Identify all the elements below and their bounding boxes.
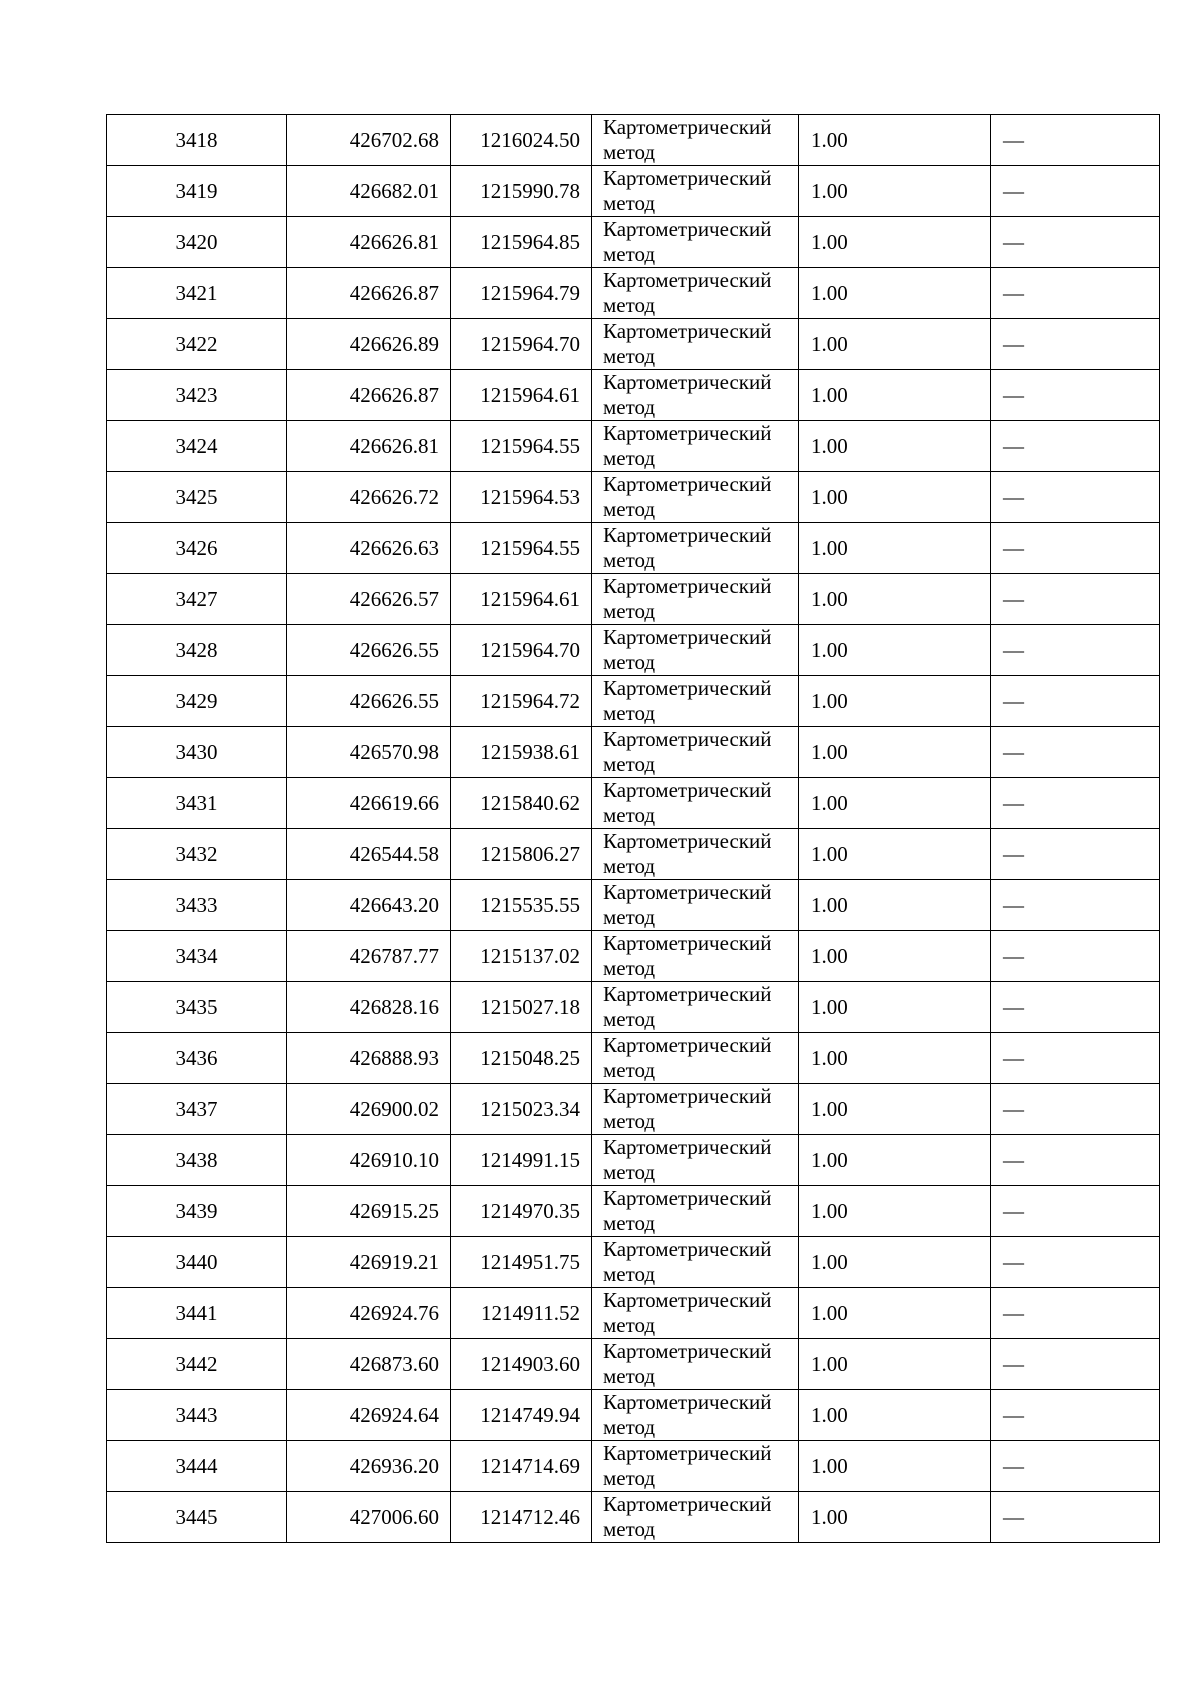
table-row: [107, 1492, 1160, 1543]
accuracy-cell: 1.00: [799, 982, 991, 1033]
method-cell: [592, 1237, 799, 1288]
method-cell: [592, 523, 799, 574]
method-line-1: Картометрический: [603, 931, 772, 955]
point-number-cell: 3436: [107, 1033, 287, 1084]
coordinate-y-cell: 1214714.69: [451, 1441, 592, 1492]
description-cell: —: [991, 1033, 1160, 1084]
method-line-1: Картометрический: [603, 217, 772, 241]
method-line-2: метод: [603, 1262, 656, 1286]
method-cell: [592, 115, 799, 166]
method-cell: [592, 727, 799, 778]
point-number-cell: 3432: [107, 829, 287, 880]
accuracy-cell: 1.00: [799, 115, 991, 166]
coordinate-x-cell: 426626.55: [287, 676, 451, 727]
method-line-2: метод: [603, 1517, 656, 1541]
coordinate-x-cell: 427006.60: [287, 1492, 451, 1543]
table-row: [107, 778, 1160, 829]
coordinate-x-cell: 426924.76: [287, 1288, 451, 1339]
method-cell: [592, 1084, 799, 1135]
coordinate-x-cell: 426626.87: [287, 268, 451, 319]
method-line-1: Картометрический: [603, 829, 772, 853]
table-row: [107, 319, 1160, 370]
coordinate-x-cell: 426626.72: [287, 472, 451, 523]
method-line-2: метод: [603, 1415, 656, 1439]
method-line-1: Картометрический: [603, 574, 772, 598]
accuracy-cell: 1.00: [799, 1492, 991, 1543]
method-line-2: метод: [603, 293, 656, 317]
coordinate-y-cell: 1215027.18: [451, 982, 592, 1033]
point-number-cell: 3433: [107, 880, 287, 931]
coordinate-y-cell: 1214712.46: [451, 1492, 592, 1543]
coordinate-x-cell: 426619.66: [287, 778, 451, 829]
coordinate-x-cell: 426626.89: [287, 319, 451, 370]
table-row: [107, 727, 1160, 778]
description-cell: —: [991, 217, 1160, 268]
coordinate-y-cell: 1215964.72: [451, 676, 592, 727]
method-cell: [592, 1339, 799, 1390]
coordinate-y-cell: 1215840.62: [451, 778, 592, 829]
method-cell: [592, 268, 799, 319]
coordinate-x-cell: 426626.57: [287, 574, 451, 625]
point-number-cell: 3422: [107, 319, 287, 370]
coordinate-y-cell: 1215964.70: [451, 319, 592, 370]
method-line-2: метод: [603, 1058, 656, 1082]
method-line-1: Картометрический: [603, 421, 772, 445]
method-line-1: Картометрический: [603, 115, 772, 139]
accuracy-cell: 1.00: [799, 1339, 991, 1390]
coordinate-y-cell: 1215137.02: [451, 931, 592, 982]
method-line-1: Картометрический: [603, 880, 772, 904]
method-line-1: Картометрический: [603, 1390, 772, 1414]
table-row: [107, 166, 1160, 217]
method-line-2: метод: [603, 956, 656, 980]
description-cell: —: [991, 268, 1160, 319]
method-line-1: Картометрический: [603, 268, 772, 292]
method-line-1: Картометрический: [603, 1237, 772, 1261]
point-number-cell: 3425: [107, 472, 287, 523]
method-line-2: метод: [603, 854, 656, 878]
coordinate-x-cell: 426924.64: [287, 1390, 451, 1441]
table-row: [107, 421, 1160, 472]
coordinate-y-cell: 1214991.15: [451, 1135, 592, 1186]
accuracy-cell: 1.00: [799, 523, 991, 574]
table-row: [107, 931, 1160, 982]
method-cell: [592, 166, 799, 217]
method-line-2: метод: [603, 548, 656, 572]
method-line-2: метод: [603, 1466, 656, 1490]
coordinate-y-cell: 1215806.27: [451, 829, 592, 880]
table-row: [107, 1135, 1160, 1186]
method-line-2: метод: [603, 497, 656, 521]
coordinate-x-cell: 426702.68: [287, 115, 451, 166]
description-cell: —: [991, 421, 1160, 472]
point-number-cell: 3421: [107, 268, 287, 319]
method-cell: [592, 1135, 799, 1186]
table-row: [107, 1186, 1160, 1237]
coordinate-y-cell: 1215023.34: [451, 1084, 592, 1135]
accuracy-cell: 1.00: [799, 778, 991, 829]
table-row: [107, 1084, 1160, 1135]
coordinate-y-cell: 1216024.50: [451, 115, 592, 166]
description-cell: —: [991, 1135, 1160, 1186]
coordinate-x-cell: 426626.81: [287, 217, 451, 268]
coordinate-x-cell: 426626.81: [287, 421, 451, 472]
method-line-2: метод: [603, 1364, 656, 1388]
point-number-cell: 3431: [107, 778, 287, 829]
coordinate-y-cell: 1215964.53: [451, 472, 592, 523]
table-row: [107, 115, 1160, 166]
table-row: [107, 523, 1160, 574]
point-number-cell: 3418: [107, 115, 287, 166]
method-cell: [592, 880, 799, 931]
description-cell: —: [991, 319, 1160, 370]
method-line-1: Картометрический: [603, 1492, 772, 1516]
method-cell: [592, 370, 799, 421]
coordinate-x-cell: 426900.02: [287, 1084, 451, 1135]
table-row: [107, 1288, 1160, 1339]
point-number-cell: 3426: [107, 523, 287, 574]
description-cell: —: [991, 370, 1160, 421]
description-cell: —: [991, 676, 1160, 727]
method-cell: [592, 676, 799, 727]
point-number-cell: 3437: [107, 1084, 287, 1135]
coordinate-y-cell: 1215535.55: [451, 880, 592, 931]
table-row: [107, 880, 1160, 931]
description-cell: —: [991, 115, 1160, 166]
accuracy-cell: 1.00: [799, 676, 991, 727]
description-cell: —: [991, 1288, 1160, 1339]
method-line-2: метод: [603, 344, 656, 368]
accuracy-cell: 1.00: [799, 931, 991, 982]
method-line-1: Картометрический: [603, 1135, 772, 1159]
coordinate-y-cell: 1214970.35: [451, 1186, 592, 1237]
method-cell: [592, 1033, 799, 1084]
method-line-1: Картометрический: [603, 676, 772, 700]
point-number-cell: 3442: [107, 1339, 287, 1390]
point-number-cell: 3443: [107, 1390, 287, 1441]
method-line-2: метод: [603, 1007, 656, 1031]
method-line-1: Картометрический: [603, 523, 772, 547]
method-cell: [592, 574, 799, 625]
coordinate-y-cell: 1214749.94: [451, 1390, 592, 1441]
table-row: [107, 829, 1160, 880]
method-line-2: метод: [603, 599, 656, 623]
table-row: [107, 1390, 1160, 1441]
accuracy-cell: 1.00: [799, 1288, 991, 1339]
accuracy-cell: 1.00: [799, 880, 991, 931]
coordinate-y-cell: 1215964.85: [451, 217, 592, 268]
description-cell: —: [991, 1237, 1160, 1288]
description-cell: —: [991, 472, 1160, 523]
description-cell: —: [991, 829, 1160, 880]
method-cell: [592, 1390, 799, 1441]
table-row: [107, 676, 1160, 727]
point-number-cell: 3419: [107, 166, 287, 217]
point-number-cell: 3444: [107, 1441, 287, 1492]
method-line-1: Картометрический: [603, 472, 772, 496]
method-cell: [592, 421, 799, 472]
accuracy-cell: 1.00: [799, 217, 991, 268]
coordinate-x-cell: 426626.87: [287, 370, 451, 421]
point-number-cell: 3445: [107, 1492, 287, 1543]
accuracy-cell: 1.00: [799, 472, 991, 523]
method-line-2: метод: [603, 1313, 656, 1337]
description-cell: —: [991, 727, 1160, 778]
method-line-1: Картометрический: [603, 370, 772, 394]
description-cell: —: [991, 931, 1160, 982]
method-line-2: метод: [603, 1160, 656, 1184]
method-line-1: Картометрический: [603, 166, 772, 190]
method-line-2: метод: [603, 701, 656, 725]
coordinate-x-cell: 426787.77: [287, 931, 451, 982]
description-cell: —: [991, 625, 1160, 676]
method-line-2: метод: [603, 1109, 656, 1133]
point-number-cell: 3429: [107, 676, 287, 727]
method-cell: [592, 472, 799, 523]
method-line-2: метод: [603, 803, 656, 827]
point-number-cell: 3438: [107, 1135, 287, 1186]
accuracy-cell: 1.00: [799, 1390, 991, 1441]
method-cell: [592, 778, 799, 829]
method-line-2: метод: [603, 650, 656, 674]
table-row: [107, 574, 1160, 625]
accuracy-cell: 1.00: [799, 319, 991, 370]
coordinate-y-cell: 1215964.55: [451, 523, 592, 574]
accuracy-cell: 1.00: [799, 1135, 991, 1186]
accuracy-cell: 1.00: [799, 574, 991, 625]
accuracy-cell: 1.00: [799, 370, 991, 421]
accuracy-cell: 1.00: [799, 1441, 991, 1492]
table-body: [107, 115, 1160, 1543]
description-cell: —: [991, 1441, 1160, 1492]
coordinate-x-cell: 426828.16: [287, 982, 451, 1033]
coordinate-y-cell: 1215964.70: [451, 625, 592, 676]
point-number-cell: 3423: [107, 370, 287, 421]
method-cell: [592, 1186, 799, 1237]
description-cell: —: [991, 574, 1160, 625]
table-row: [107, 268, 1160, 319]
method-line-1: Картометрический: [603, 1033, 772, 1057]
accuracy-cell: 1.00: [799, 1084, 991, 1135]
point-number-cell: 3430: [107, 727, 287, 778]
method-line-1: Картометрический: [603, 727, 772, 751]
coordinate-y-cell: 1214951.75: [451, 1237, 592, 1288]
method-line-1: Картометрический: [603, 1084, 772, 1108]
method-line-1: Картометрический: [603, 1441, 772, 1465]
point-number-cell: 3428: [107, 625, 287, 676]
coordinate-x-cell: 426626.63: [287, 523, 451, 574]
accuracy-cell: 1.00: [799, 421, 991, 472]
point-number-cell: 3427: [107, 574, 287, 625]
accuracy-cell: 1.00: [799, 625, 991, 676]
coordinate-y-cell: 1214911.52: [451, 1288, 592, 1339]
point-number-cell: 3434: [107, 931, 287, 982]
coordinate-x-cell: 426915.25: [287, 1186, 451, 1237]
accuracy-cell: 1.00: [799, 268, 991, 319]
point-number-cell: 3441: [107, 1288, 287, 1339]
method-line-1: Картометрический: [603, 982, 772, 1006]
accuracy-cell: 1.00: [799, 1237, 991, 1288]
description-cell: —: [991, 166, 1160, 217]
coordinate-y-cell: 1215964.61: [451, 370, 592, 421]
coordinate-y-cell: 1215990.78: [451, 166, 592, 217]
accuracy-cell: 1.00: [799, 829, 991, 880]
method-line-1: Картометрический: [603, 625, 772, 649]
point-number-cell: 3420: [107, 217, 287, 268]
coordinate-y-cell: 1215964.61: [451, 574, 592, 625]
table-row: [107, 1237, 1160, 1288]
coordinates-table: [106, 114, 1160, 1543]
point-number-cell: 3440: [107, 1237, 287, 1288]
coordinate-x-cell: 426682.01: [287, 166, 451, 217]
coordinate-y-cell: 1214903.60: [451, 1339, 592, 1390]
method-cell: [592, 625, 799, 676]
coordinate-x-cell: 426570.98: [287, 727, 451, 778]
coordinate-x-cell: 426888.93: [287, 1033, 451, 1084]
coordinate-x-cell: 426873.60: [287, 1339, 451, 1390]
coordinate-x-cell: 426919.21: [287, 1237, 451, 1288]
method-cell: [592, 319, 799, 370]
point-number-cell: 3435: [107, 982, 287, 1033]
coordinate-x-cell: 426544.58: [287, 829, 451, 880]
table-row: [107, 1033, 1160, 1084]
description-cell: —: [991, 1390, 1160, 1441]
description-cell: —: [991, 1084, 1160, 1135]
description-cell: —: [991, 1339, 1160, 1390]
method-line-1: Картометрический: [603, 1288, 772, 1312]
method-cell: [592, 931, 799, 982]
point-number-cell: 3424: [107, 421, 287, 472]
coordinate-x-cell: 426643.20: [287, 880, 451, 931]
table-row: [107, 370, 1160, 421]
accuracy-cell: 1.00: [799, 1033, 991, 1084]
method-line-2: метод: [603, 446, 656, 470]
method-line-2: метод: [603, 191, 656, 215]
method-cell: [592, 1288, 799, 1339]
method-line-2: метод: [603, 1211, 656, 1235]
method-line-2: метод: [603, 752, 656, 776]
method-line-1: Картометрический: [603, 1339, 772, 1363]
coordinate-x-cell: 426910.10: [287, 1135, 451, 1186]
method-line-2: метод: [603, 905, 656, 929]
description-cell: —: [991, 1492, 1160, 1543]
table-row: [107, 1441, 1160, 1492]
description-cell: —: [991, 1186, 1160, 1237]
description-cell: —: [991, 880, 1160, 931]
coordinate-x-cell: 426626.55: [287, 625, 451, 676]
method-line-1: Картометрический: [603, 1186, 772, 1210]
accuracy-cell: 1.00: [799, 166, 991, 217]
method-cell: [592, 1492, 799, 1543]
method-cell: [592, 1441, 799, 1492]
table-row: [107, 625, 1160, 676]
coordinate-y-cell: 1215048.25: [451, 1033, 592, 1084]
table-row: [107, 217, 1160, 268]
accuracy-cell: 1.00: [799, 1186, 991, 1237]
table-row: [107, 472, 1160, 523]
method-cell: [592, 982, 799, 1033]
accuracy-cell: 1.00: [799, 727, 991, 778]
description-cell: —: [991, 778, 1160, 829]
description-cell: —: [991, 982, 1160, 1033]
description-cell: —: [991, 523, 1160, 574]
coordinate-y-cell: 1215964.55: [451, 421, 592, 472]
method-cell: [592, 829, 799, 880]
method-line-2: метод: [603, 140, 656, 164]
method-line-2: метод: [603, 395, 656, 419]
point-number-cell: 3439: [107, 1186, 287, 1237]
method-line-2: метод: [603, 242, 656, 266]
method-cell: [592, 217, 799, 268]
coordinate-y-cell: 1215938.61: [451, 727, 592, 778]
coordinate-y-cell: 1215964.79: [451, 268, 592, 319]
method-line-1: Картометрический: [603, 319, 772, 343]
table-row: [107, 1339, 1160, 1390]
table-row: [107, 982, 1160, 1033]
coordinate-x-cell: 426936.20: [287, 1441, 451, 1492]
method-line-1: Картометрический: [603, 778, 772, 802]
